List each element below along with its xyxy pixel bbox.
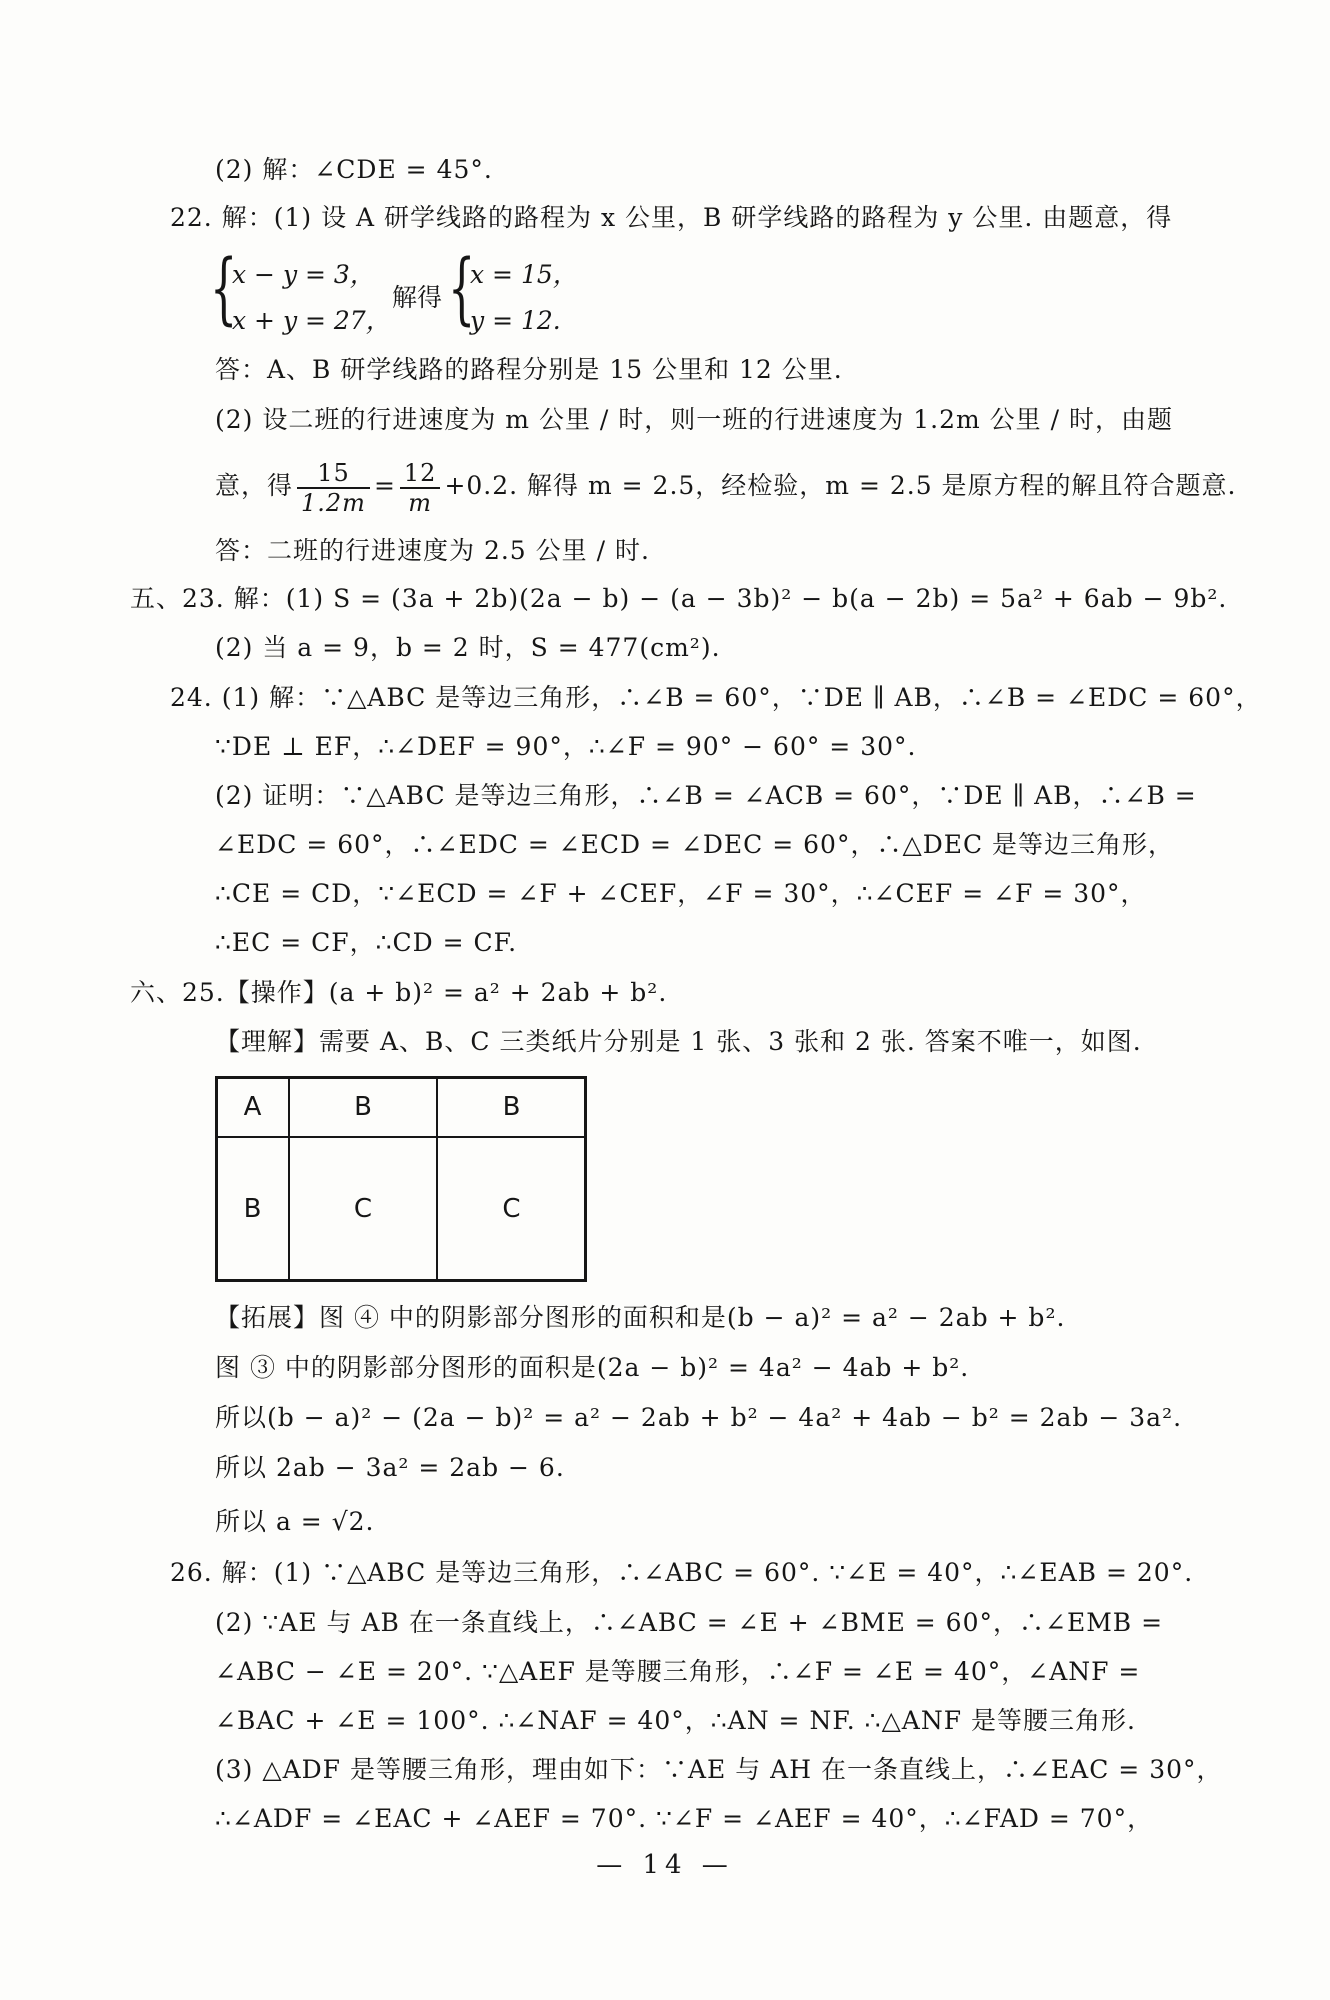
answer-22-1: 答：A、B 研学线路的路程分别是 15 公里和 12 公里. <box>215 355 843 384</box>
tile-b: B <box>215 1136 290 1282</box>
line-24-1: 24. (1) 解：∵△ABC 是等边三角形，∴∠B = 60°，∵DE ∥ AB，∴∠B = ∠EDC = 60°， <box>170 683 1262 712</box>
line-24-4: ∠EDC = 60°，∴∠EDC = ∠ECD = ∠DEC = 60°，∴△DEC 是等边三角形， <box>215 830 1175 859</box>
answer-22-2: 答：二班的行进速度为 2.5 公里 / 时. <box>215 536 650 565</box>
tile-c: C <box>288 1136 438 1282</box>
fraction-12-over-m <box>400 459 441 517</box>
page-number: — 14 — <box>596 1850 734 1880</box>
fraction-numerator: 15 <box>297 459 370 489</box>
line-25-extension-5: 所以 a = √2. <box>215 1507 375 1536</box>
line-26-1: 26. 解：(1) ∵△ABC 是等边三角形，∴∠ABC = 60°. ∵∠E = 40°，∴∠EAB = 20°. <box>170 1558 1194 1587</box>
system-solve-label: 解得 <box>392 283 443 312</box>
line-24-2: ∵DE ⊥ EF，∴∠DEF = 90°，∴∠F = 90° − 60° = 30°. <box>215 732 917 761</box>
line-21-2: (2) 解：∠CDE = 45°. <box>215 155 493 184</box>
tile-b: B <box>288 1076 438 1138</box>
fraction-denominator: 1.2m <box>301 488 366 517</box>
fraction-rest: +0.2. 解得 m = 2.5，经检验，m = 2.5 是原方程的解且符合题意. <box>444 471 1237 500</box>
system-eq-2: x + y = 27， <box>232 306 391 335</box>
line-24-3: (2) 证明：∵△ABC 是等边三角形，∴∠B = ∠ACB = 60°，∵DE ∥ AB，∴∠B = <box>215 781 1197 810</box>
line-25-extension-4: 所以 2ab − 3a² = 2ab − 6. <box>215 1453 565 1482</box>
fraction-15-over-1.2m <box>297 459 370 517</box>
solution-eq-2: y = 12. <box>470 306 561 335</box>
line-24-5: ∴CE = CD，∵∠ECD = ∠F + ∠CEF，∠F = 30°，∴∠CEF = ∠F = 30°， <box>215 879 1147 908</box>
fraction-equals: = <box>373 471 396 500</box>
left-brace-system: { <box>210 244 238 334</box>
line-25-extension-3: 所以(b − a)² − (2a − b)² = a² − 2ab + b² − 4a² + 4ab − b² = 2ab − 3a². <box>215 1403 1183 1432</box>
line-26-4: ∠BAC + ∠E = 100°. ∴∠NAF = 40°，∴AN = NF. ∴△ANF 是等腰三角形. <box>215 1706 1136 1735</box>
fraction-denominator: m <box>408 488 433 517</box>
line-25-extension-2: 图 ③ 中的阴影部分图形的面积是(2a − b)² = 4a² − 4ab + b². <box>215 1353 970 1382</box>
line-22-2: (2) 设二班的行进速度为 m 公里 / 时，则一班的行进速度为 1.2m 公里 / 时，由题 <box>215 405 1173 434</box>
line-26-3: ∠ABC − ∠E = 20°. ∵△AEF 是等腰三角形，∴∠F = ∠E = 40°，∠ANF = <box>215 1657 1141 1686</box>
fraction-prefix: 意，得 <box>215 471 294 500</box>
line-26-5: (3) △ADF 是等腰三角形，理由如下：∵AE 与 AH 在一条直线上，∴∠EAC = 30°， <box>215 1755 1223 1784</box>
line-25-understanding: 【理解】需要 A、B、C 三类纸片分别是 1 张、3 张和 2 张. 答案不唯一，如图. <box>215 1027 1142 1056</box>
line-26-2: (2) ∵AE 与 AB 在一条直线上，∴∠ABC = ∠E + ∠BME = 60°，∴∠EMB = <box>215 1608 1164 1637</box>
line-25-operation: 六、25.【操作】(a + b)² = a² + 2ab + b². <box>130 978 668 1007</box>
tile-a: A <box>215 1076 290 1138</box>
left-brace-solution: { <box>448 244 476 334</box>
tile-arrangement-figure <box>215 1076 587 1282</box>
line-26-6: ∴∠ADF = ∠EAC + ∠AEF = 70°. ∵∠F = ∠AEF = 40°，∴∠FAD = 70°， <box>215 1804 1154 1833</box>
solution-eq-1: x = 15， <box>470 260 578 289</box>
fraction-equation-line <box>215 456 1237 517</box>
tile-b: B <box>436 1076 587 1138</box>
line-23-2: (2) 当 a = 9，b = 2 时，S = 477(cm²). <box>215 633 721 662</box>
line-24-6: ∴EC = CF，∴CD = CF. <box>215 928 518 957</box>
line-22-1: 22. 解：(1) 设 A 研学线路的路程为 x 公里，B 研学线路的路程为 y 公里. 由题意，得 <box>170 203 1173 232</box>
line-25-extension-1: 【拓展】图 ④ 中的阴影部分图形的面积和是(b − a)² = a² − 2ab + b². <box>215 1303 1066 1332</box>
line-23-1: 五、23. 解：(1) S = (3a + 2b)(2a − b) − (a − 3b)² − b(a − 2b) = 5a² + 6ab − 9b². <box>130 584 1228 613</box>
tile-c: C <box>436 1136 587 1282</box>
system-eq-1: x − y = 3， <box>232 260 375 289</box>
fraction-numerator: 12 <box>400 459 441 489</box>
